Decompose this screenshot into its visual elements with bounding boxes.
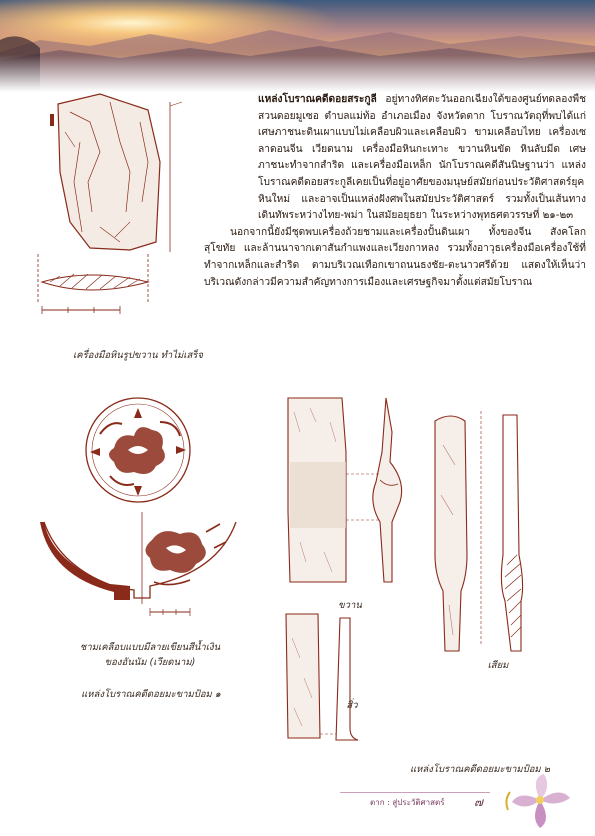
stone-tool-caption: เครื่องมือหินรูปขวาน ทำไม่เสร็จ	[73, 350, 203, 361]
iron-spade-drawing	[425, 405, 555, 655]
spade-caption: เสียม	[487, 660, 509, 671]
iron-chisel-drawing	[280, 608, 380, 748]
iron-axe-drawing	[280, 392, 420, 592]
site-1-caption: แหล่งโบราณคดีดอยมะขามป้อม ๑	[81, 689, 221, 700]
bowl-drawing	[30, 392, 240, 622]
paragraph-1	[258, 92, 586, 225]
bowl-caption-line-1: ชามเคลือบแบบมีลายเขียนสีน้ำเงิน	[79, 642, 221, 653]
article-body	[204, 92, 586, 291]
footer-title: ตาก : สู่ประวัติศาสตร์	[370, 798, 445, 807]
footer-rule	[340, 792, 490, 793]
axe-caption: ขวาน	[338, 600, 362, 611]
orchid-flower-icon	[500, 770, 580, 830]
site-2-caption: แหล่งโบราณคดีดอยมะขามป้อม ๒	[410, 764, 550, 775]
page-number: ๗	[474, 795, 484, 809]
paragraph-2-text: นอกจากนี้ยังมีชุดพบเครื่องถ้วยชามและเครื่องปั้นดินเผา ทั้งของจีน สังคโลกสุโขทัย และล้านนาจากเตาสันกำแพงและเวียงกาหลง รวมทั้งอาวุธเครื่องมือเครื่องใช้ที่ทำจากเหล็กและสำริด ตามบริเวณเทือกเขาถนนธงชัย-ตะนาวศรีด้วย แสดงให้เห็นว่าบริเวณดังกล่าวมีความสำคัญทางการเมืองและเศรษฐกิจมาตั้งแต่สมัยโบราณ	[204, 226, 586, 288]
chisel-caption: สิ่ว	[346, 700, 358, 711]
paragraph-1-text: อยู่ทางทิศตะวันออกเฉียงใต้ของศูนย์ทดลองพืชสวนดอยมูเซอ ตำบลแม่ท้อ อำเภอเมือง จังหวัดตาก โบราณวัตถุที่พบได้แก่ เศษภาชนะดินเผาแบบไม่เคลือบผิวและเคลือบผิว ขามเคลือบไทย เครื่องเซลาดอนจีน เวียดนาม เครื่องมือหินกะเทาะ ขวานหินขัด หินลับมีด เศษภาชนะทำจากสำริด และเครื่องมือเหล็ก นักโบราณคดีสันนิษฐานว่า แหล่งโบราณคดีดอยสระกูลีเคยเป็นที่อยู่อาศัยของมนุษย์สมัยก่อนประวัติศาสตร์ยุคหินใหม่ และอาจเป็นแหล่งฝังศพในสมัยประวัติศาสตร์ รวมทั้งเป็นเส้นทางเดินทัพระหว่างไทย-พม่า ในสมัยอยุธยา ในระหว่างพุทธศตวรรษที่ ๒๑-๒๓	[258, 94, 586, 222]
header-banner	[0, 0, 595, 92]
paragraph-2	[204, 225, 586, 291]
sunset-mountains-image	[0, 0, 595, 92]
site-heading: แหล่งโบราณคดีดอยสระกูลี	[258, 94, 377, 105]
bowl-caption-line-2: ของอันนัม (เวียดนาม)	[104, 657, 196, 668]
stone-axe-drawing	[30, 92, 210, 342]
